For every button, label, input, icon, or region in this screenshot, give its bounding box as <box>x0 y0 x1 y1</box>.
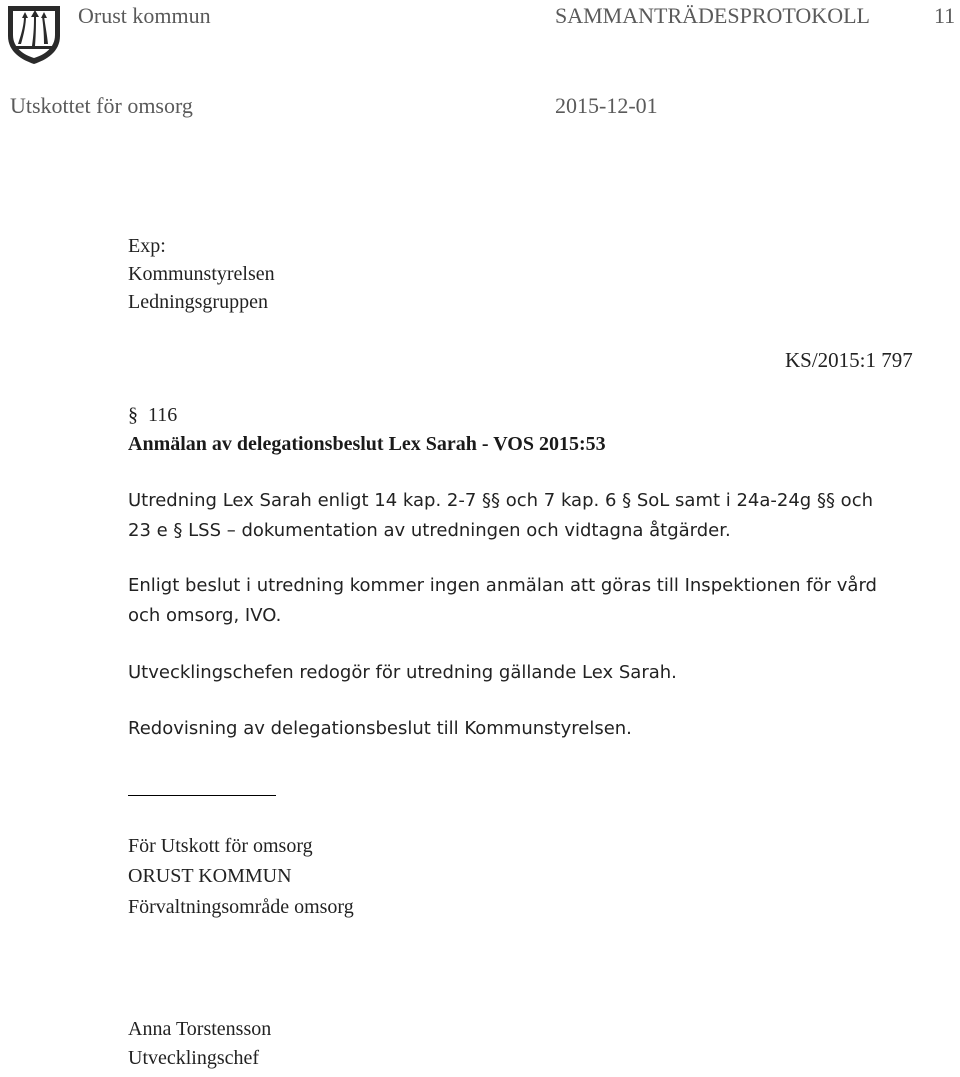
signature-divider <box>128 795 276 796</box>
committee-name: Utskottet för omsorg <box>10 93 193 118</box>
signature-dept-line: Förvaltningsområde omsorg <box>128 896 354 918</box>
body-paragraph: Redovisning av delegationsbeslut till Kommunstyrelsen. <box>128 718 632 739</box>
body-paragraph-line: 23 e § LSS – dokumentation av utredningen och vidtagna åtgärder. <box>128 520 731 541</box>
case-number: KS/2015:1 797 <box>785 348 913 372</box>
body-paragraph: Utvecklingschefen redogör för utredning gällande Lex Sarah. <box>128 662 677 683</box>
section-number: 116 <box>148 404 178 426</box>
signatory-role: Utvecklingschef <box>128 1047 260 1069</box>
organization-name: Orust kommun <box>78 3 211 28</box>
meeting-date: 2015-12-01 <box>555 93 658 118</box>
body-paragraph-line: Utredning Lex Sarah enligt 14 kap. 2-7 §§ och 7 kap. 6 § SoL samt i 24a-24g §§ och <box>128 490 873 511</box>
body-paragraph-line: Enligt beslut i utredning kommer ingen anmälan att göras till Inspektionen för vård <box>128 575 877 596</box>
section-symbol: § <box>128 404 138 426</box>
expedition-recipient: Ledningsgruppen <box>128 291 268 313</box>
signature-org-line: ORUST KOMMUN <box>128 865 292 887</box>
document-type: SAMMANTRÄDESPROTOKOLL <box>555 3 870 28</box>
page-number: 11 <box>934 3 956 28</box>
expedition-recipient: Kommunstyrelsen <box>128 263 275 285</box>
section-title: Anmälan av delegationsbeslut Lex Sarah - VOS 2015:53 <box>128 433 606 455</box>
expedition-label: Exp: <box>128 235 166 257</box>
signature-for-line: För Utskott för omsorg <box>128 835 313 857</box>
body-paragraph-line: och omsorg, IVO. <box>128 605 282 626</box>
municipal-coat-of-arms-icon <box>4 2 64 66</box>
signatory-name: Anna Torstensson <box>128 1018 272 1040</box>
